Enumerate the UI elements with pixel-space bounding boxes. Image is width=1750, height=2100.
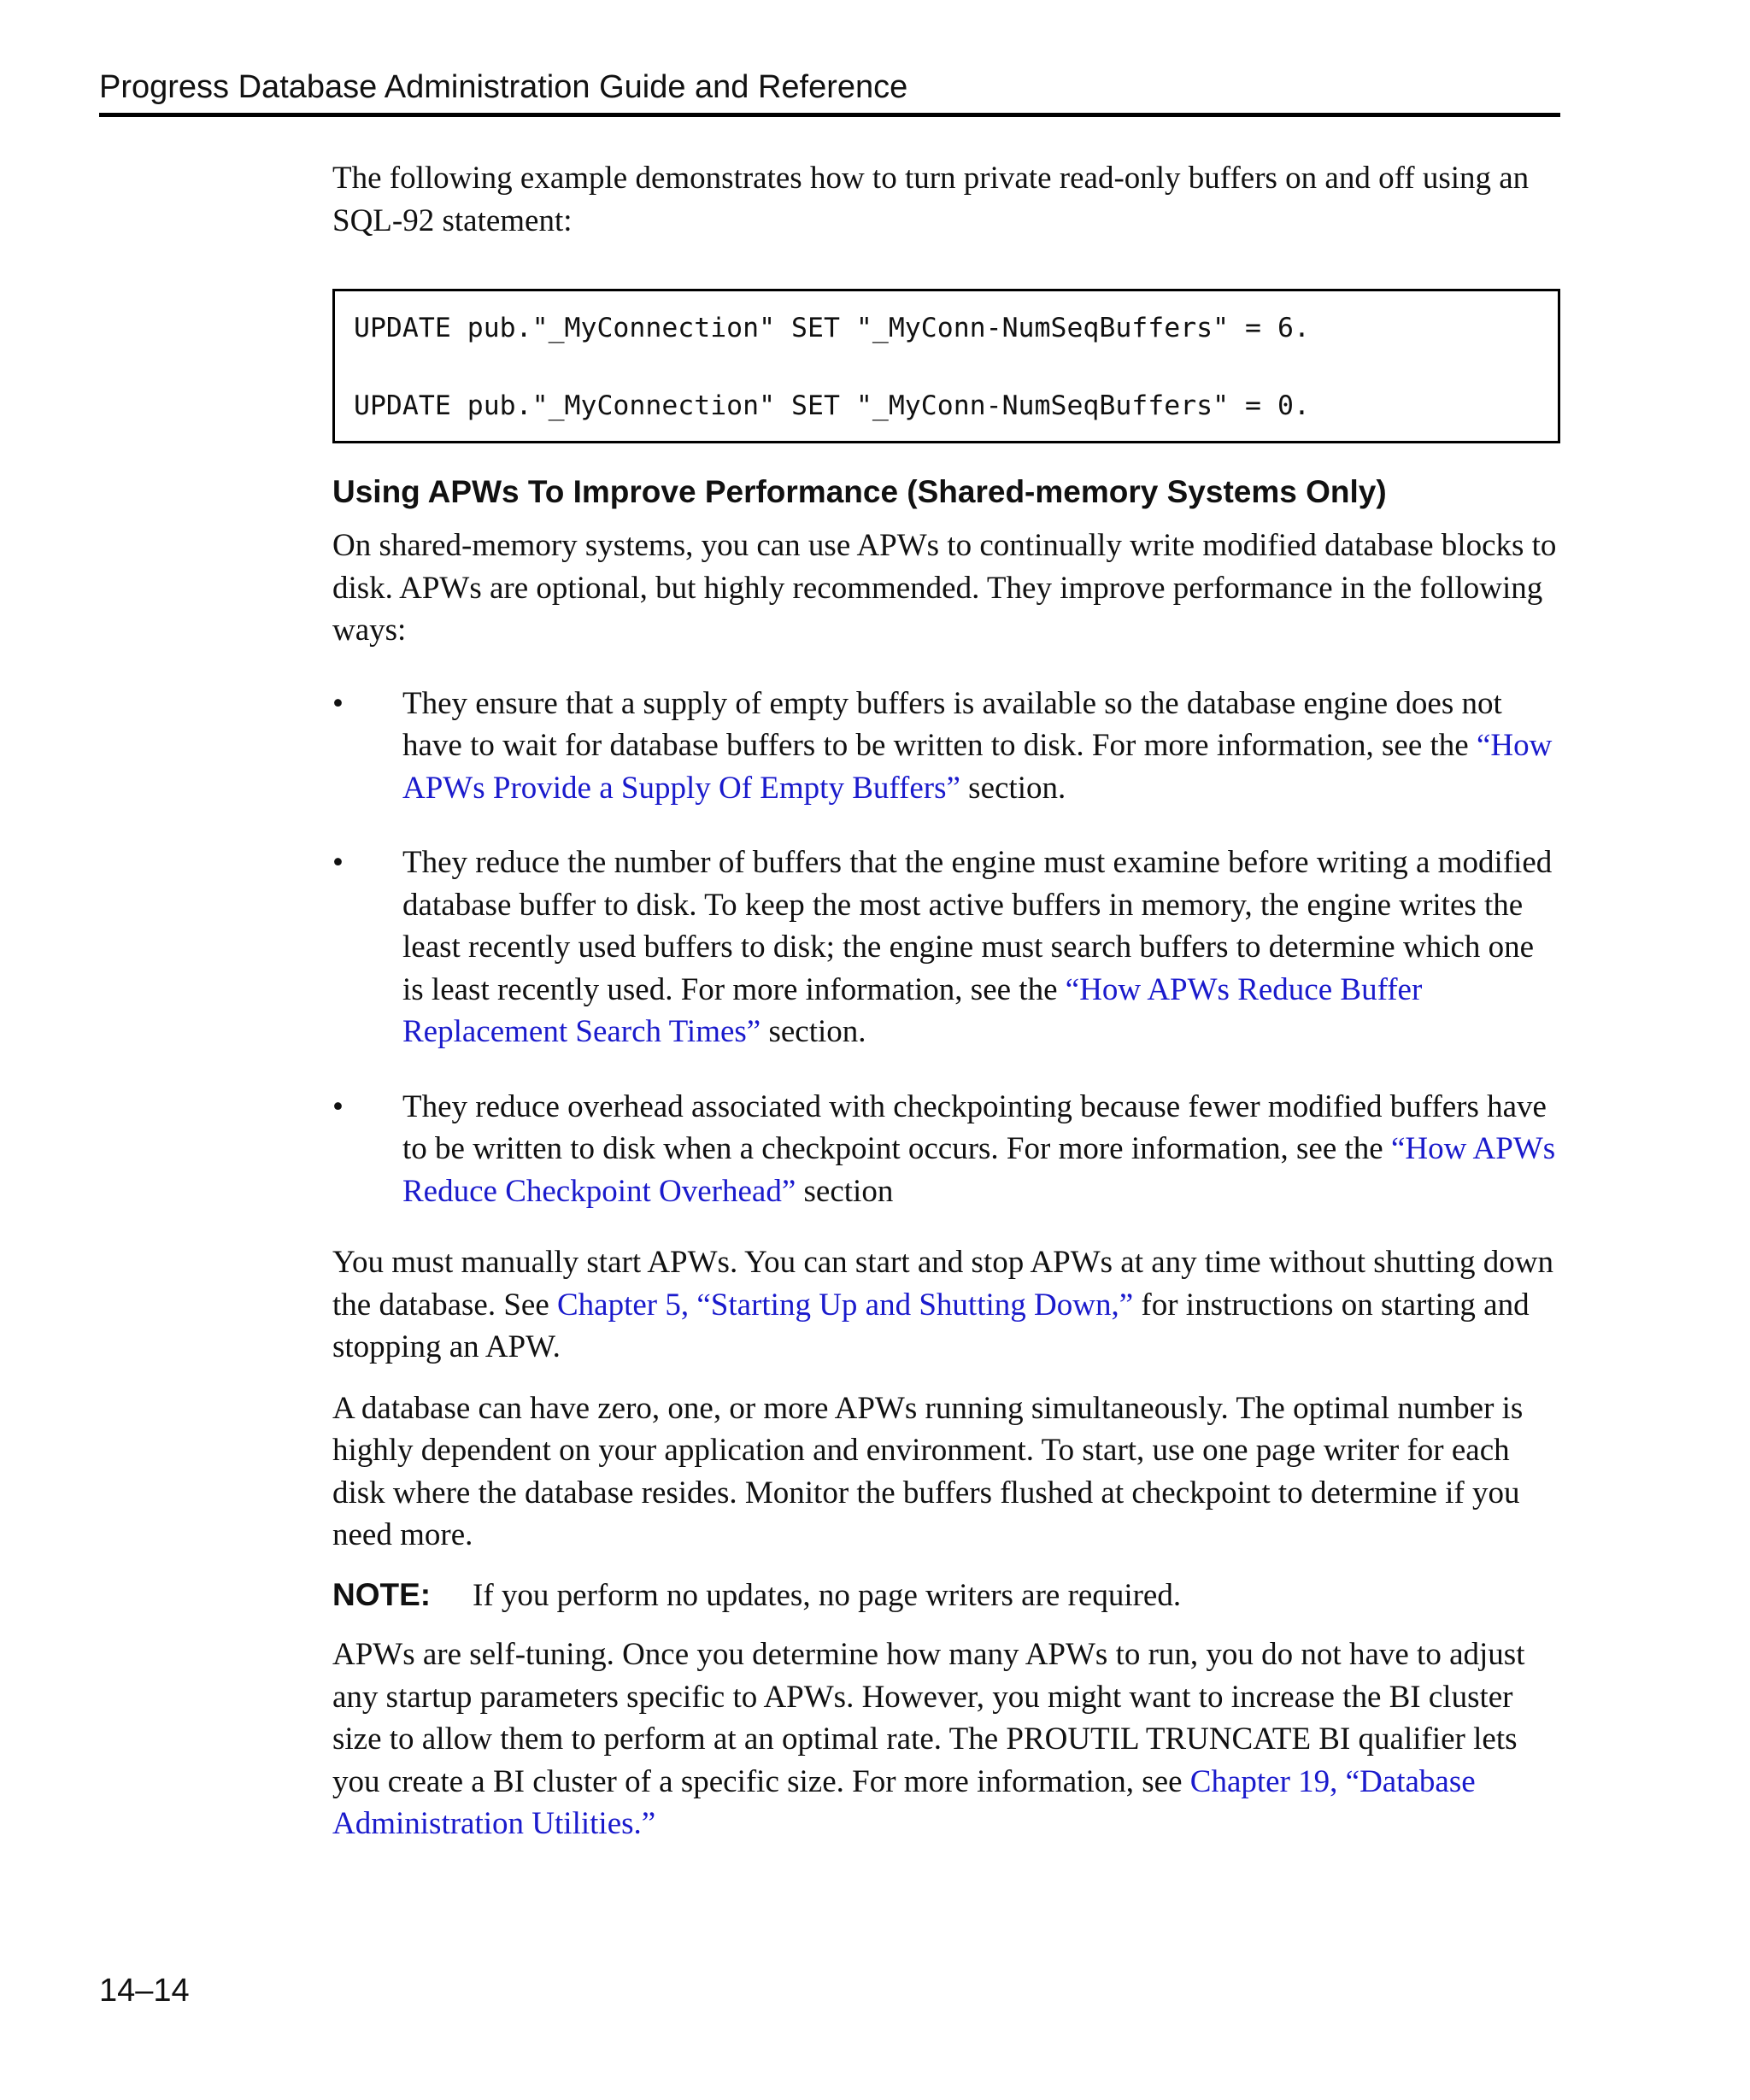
note-label: NOTE: bbox=[332, 1576, 432, 1612]
bullet-after: section. bbox=[760, 1014, 866, 1049]
list-item bbox=[332, 842, 1560, 1053]
link-chapter-5[interactable]: Chapter 5, “Starting Up and Shutting Down,” bbox=[557, 1287, 1134, 1323]
note bbox=[332, 1574, 1560, 1617]
self-tuning-paragraph bbox=[332, 1634, 1560, 1845]
manual-start-paragraph bbox=[332, 1241, 1560, 1369]
code-line-1: UPDATE pub."_MyConnection" SET "_MyConn-NumSeqBuffers" = 6. bbox=[354, 313, 1310, 343]
section-heading: Using APWs To Improve Performance (Shared-memory Systems Only) bbox=[332, 474, 1387, 509]
code-gap bbox=[354, 348, 1539, 386]
bullet-icon: • bbox=[332, 1088, 344, 1124]
apw-count-paragraph: A database can have zero, one, or more APWs running simultaneously. The optimal number is highly dependent on your application and environment. To start, use one page writer for each disk where the database resides. Monitor the buffers flushed at checkpoint to determine if you need more. bbox=[332, 1390, 1524, 1552]
list-item bbox=[332, 1086, 1560, 1213]
bullet-icon: • bbox=[332, 685, 344, 721]
link-checkpoint-overhead[interactable]: “How APWs Reduce Checkpoint Overhead” bbox=[402, 1131, 1556, 1209]
manual-start-after: for instructions on starting and stopping an APW. bbox=[332, 1287, 1530, 1364]
manual-start-text: You must manually start APWs. You can start and stop APWs at any time without shutting down the database. See bbox=[332, 1245, 1553, 1323]
bullet-after: section. bbox=[960, 770, 1066, 806]
bullet-icon: • bbox=[332, 845, 344, 880]
bullet-text: They ensure that a supply of empty buffers is available so the database engine does not have to wait for database buffers to be written to disk. For more information, see the bbox=[402, 685, 1502, 763]
code-line-2: UPDATE pub."_MyConnection" SET "_MyConn-NumSeqBuffers" = 0. bbox=[354, 390, 1310, 421]
code-example-box bbox=[332, 289, 1560, 443]
bullet-after: section bbox=[796, 1173, 894, 1209]
link-empty-buffers[interactable]: “How APWs Provide a Supply Of Empty Buffers” bbox=[402, 728, 1553, 806]
benefits-list bbox=[332, 683, 1560, 1213]
section-intro-paragraph: On shared-memory systems, you can use APWs to continually write modified database blocks to disk. APWs are optional, but highly recommended. They improve performance in the following ways: bbox=[332, 528, 1557, 648]
note-text: If you perform no updates, no page writers are required. bbox=[473, 1577, 1182, 1613]
bullet-text: They reduce the number of buffers that the engine must examine before writing a modified database buffer to disk. To keep the most active buffers in memory, the engine writes the least recently used buffers to disk; the engine must search buffers to determine which one is least recently used. For more information, see the bbox=[402, 845, 1553, 1007]
header-title: Progress Database Administration Guide and Reference bbox=[99, 69, 908, 105]
page-content bbox=[332, 157, 1560, 1845]
page-header bbox=[99, 67, 1560, 117]
page-number: 14–14 bbox=[99, 1973, 190, 2009]
bullet-text: They reduce overhead associated with checkpointing because fewer modified buffers have to be written to disk when a checkpoint occurs. For more information, see the bbox=[402, 1088, 1547, 1166]
list-item bbox=[332, 683, 1560, 810]
self-tuning-text: APWs are self-tuning. Once you determine how many APWs to run, you do not have to adjust any startup parameters specific to APWs. However, you might want to increase the BI cluster size to allow them to perform at an optimal rate. The PROUTIL TRUNCATE BI qualifier lets you create a BI cluster of a specific size. For more information, see bbox=[332, 1637, 1525, 1799]
link-replacement-search[interactable]: “How APWs Reduce Buffer Replacement Search Times” bbox=[402, 971, 1423, 1049]
intro-paragraph: The following example demonstrates how to turn private read-only buffers on and off using an SQL-92 statement: bbox=[332, 161, 1530, 238]
link-chapter-19[interactable]: Chapter 19, “Database Administration Utilities.” bbox=[332, 1763, 1476, 1841]
